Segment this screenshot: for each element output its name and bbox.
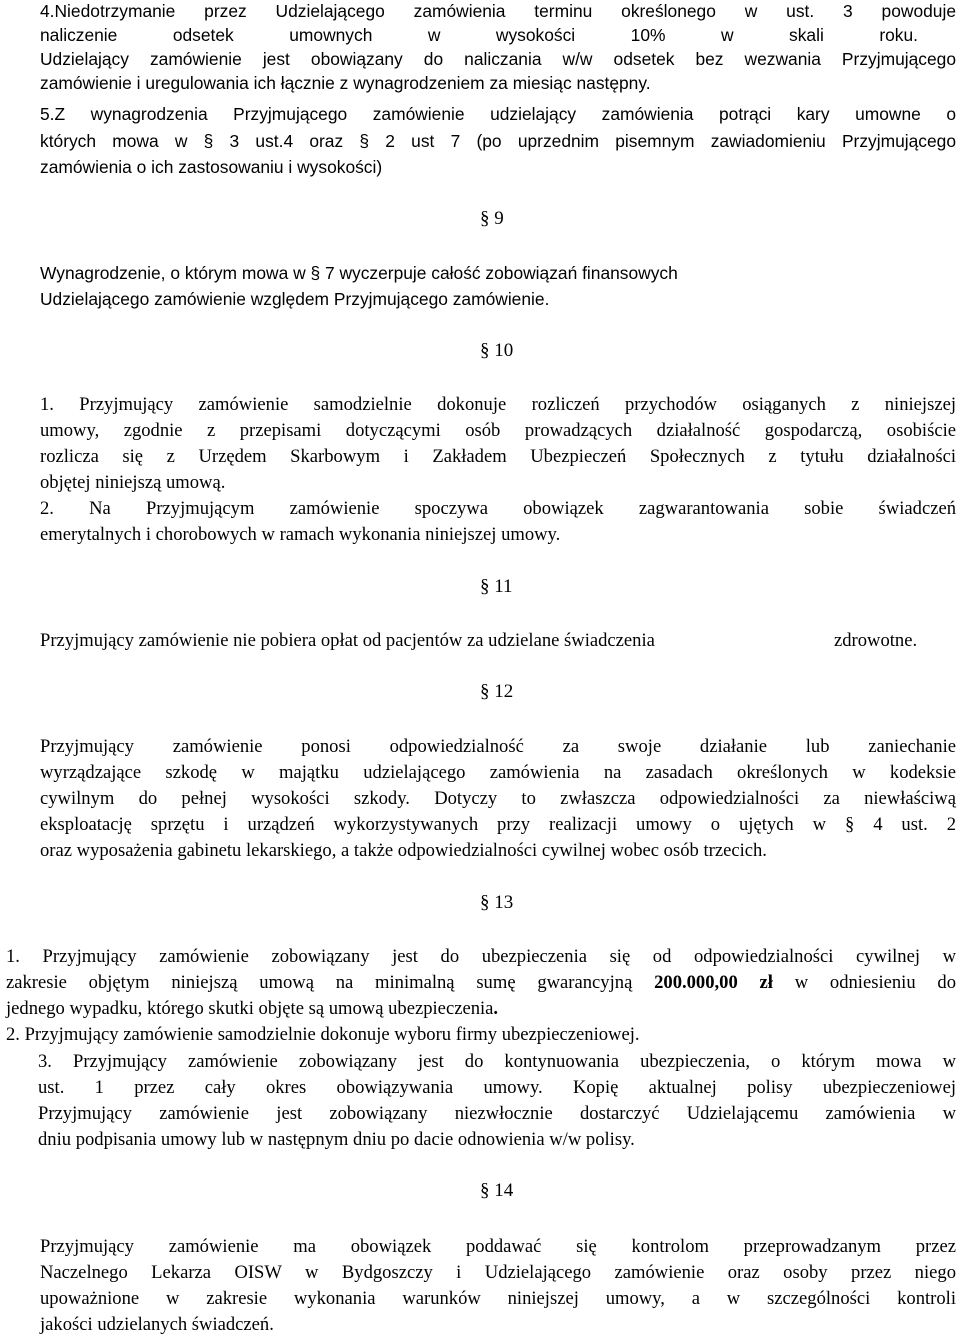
- s13-p1-line-2-text-c: w odniesieniu do: [772, 972, 956, 993]
- s13-p2: 2. Przyjmujący zamówienie samodzielnie dokonuje wyboru firmy ubezpieczeniowej.: [6, 1024, 640, 1045]
- s13-p1-line-3-period: .: [493, 998, 499, 1019]
- s12-line-1: Przyjmujący zamówienie ponosi odpowiedzialność za swoje działanie lub zaniechanie: [40, 736, 956, 757]
- s10-p1-line-1: 1. Przyjmujący zamówienie samodzielnie dokonuje rozliczeń przychodów osiąganych z niniejszej: [40, 394, 956, 415]
- insurance-sum: 200.000,00 zł: [654, 972, 773, 993]
- s10-p1-line-3: rozlicza się z Urzędem Skarbowym i Zakładem Ubezpieczeń Społecznych z tytułu działalności: [40, 446, 956, 467]
- s10-p1-line-4: objętej niniejszą umową.: [40, 472, 226, 493]
- s10-p2-line-1: 2. Na Przyjmującym zamówienie spoczywa obowiązek zagwarantowania sobie świadczeń: [40, 498, 956, 519]
- s14-line-4: jakości udzielanych świadczeń.: [40, 1314, 274, 1335]
- p5-line-2: których mowa w § 3 ust.4 oraz § 2 ust 7 (po uprzednim pisemnym zawiadomieniu Przyjmującego: [40, 131, 956, 151]
- section-heading-12: § 12: [480, 681, 514, 702]
- s13-p3-line-3: Przyjmujący zamówienie jest zobowiązany niezwłocznie dostarczyć Udzielającemu zamówienia w: [38, 1103, 956, 1124]
- section-heading-9: § 9: [480, 208, 504, 229]
- s10-p2-line-2: emerytalnych i chorobowych w ramach wykonania niniejszej umowy.: [40, 524, 561, 545]
- s14-line-3: upoważnione w zakresie wykonania warunków niniejszej umowy, a w szczególności kontroli: [40, 1288, 956, 1309]
- s13-p3-line-2: ust. 1 przez cały okres obowiązywania umowy. Kopię aktualnej polisy ubezpieczeniowej: [38, 1077, 956, 1098]
- section-heading-10: § 10: [480, 340, 514, 361]
- s11-line-1b: zdrowotne.: [834, 630, 918, 651]
- s10-p1-line-2: umowy, zgodnie z przepisami dotyczącymi osób prowadzących działalność gospodarczą, osobiście: [40, 420, 956, 441]
- s13-p1-line-2-text-a: zakresie objętym niniejszą umową na minimalną sumę gwarancyjną: [6, 972, 655, 993]
- s9-line-1: Wynagrodzenie, o którym mowa w § 7 wyczerpuje całość zobowiązań finansowych: [40, 263, 678, 283]
- s12-line-3: cywilnym do pełnej wysokości szkody. Dotyczy to zwłaszcza odpowiedzialności za niewłaściwą: [40, 788, 956, 809]
- s14-line-1: Przyjmujący zamówienie ma obowiązek poddawać się kontrolom przeprowadzanym przez: [40, 1236, 956, 1257]
- section-heading-13: § 13: [480, 892, 514, 913]
- s14-line-2: Naczelnego Lekarza OISW w Bydgoszczy i Udzielającego zamówienie oraz osoby przez niego: [40, 1262, 956, 1283]
- s11-line-1a: Przyjmujący zamówienie nie pobiera opłat od pacjentów za udzielane świadczenia: [40, 630, 655, 651]
- s13-p1-line-3-text: jednego wypadku, którego skutki objęte są umową ubezpieczenia: [6, 998, 494, 1019]
- p4-line-2: naliczenie odsetek umownych w wysokości 10% w skali roku.: [40, 25, 918, 45]
- s13-p1-line-3: [6, 996, 498, 1022]
- p5-line-1: 5.Z wynagrodzenia Przyjmującego zamówienie udzielający zamówienia potrąci kary umowne o: [40, 104, 956, 124]
- section-heading-14: § 14: [480, 1180, 514, 1201]
- p4-line-4: zamówienie i uregulowania ich łącznie z wynagrodzeniem za miesiąc następny.: [40, 73, 651, 93]
- p4-line-1: 4.Niedotrzymanie przez Udzielającego zamówienia terminu określonego w ust. 3 powoduje: [40, 1, 956, 21]
- s13-p3-line-1: 3. Przyjmujący zamówienie zobowiązany jest do kontynuowania ubezpieczenia, o którym mowa w: [38, 1051, 956, 1072]
- s13-p1-line-2: [6, 970, 956, 996]
- p5-line-3: zamówienia o ich zastosowaniu i wysokości): [40, 157, 383, 177]
- s12-line-2: wyrządzające szkodę w majątku udzielającego zamówienia na zasadach określonych w kodeksie: [40, 762, 956, 783]
- s13-p1-line-1: 1. Przyjmujący zamówienie zobowiązany jest do ubezpieczenia się od odpowiedzialności cywilnej w: [6, 946, 956, 967]
- s9-line-2: Udzielającego zamówienie względem Przyjmującego zamówienie.: [40, 289, 550, 309]
- s12-line-4: eksploatację sprzętu i urządzeń wykorzystywanych przy realizacji umowy o ujętych w § 4 ust. 2: [40, 814, 956, 835]
- p4-line-3: Udzielający zamówienie jest obowiązany do naliczania w/w odsetek bez wezwania Przyjmującego: [40, 49, 956, 69]
- section-heading-11: § 11: [480, 576, 513, 597]
- s12-line-5: oraz wyposażenia gabinetu lekarskiego, a także odpowiedzialności cywilnej wobec osób trzecich.: [40, 840, 767, 861]
- s13-p3-line-4: dniu podpisania umowy lub w następnym dniu po dacie odnowienia w/w polisy.: [38, 1129, 635, 1150]
